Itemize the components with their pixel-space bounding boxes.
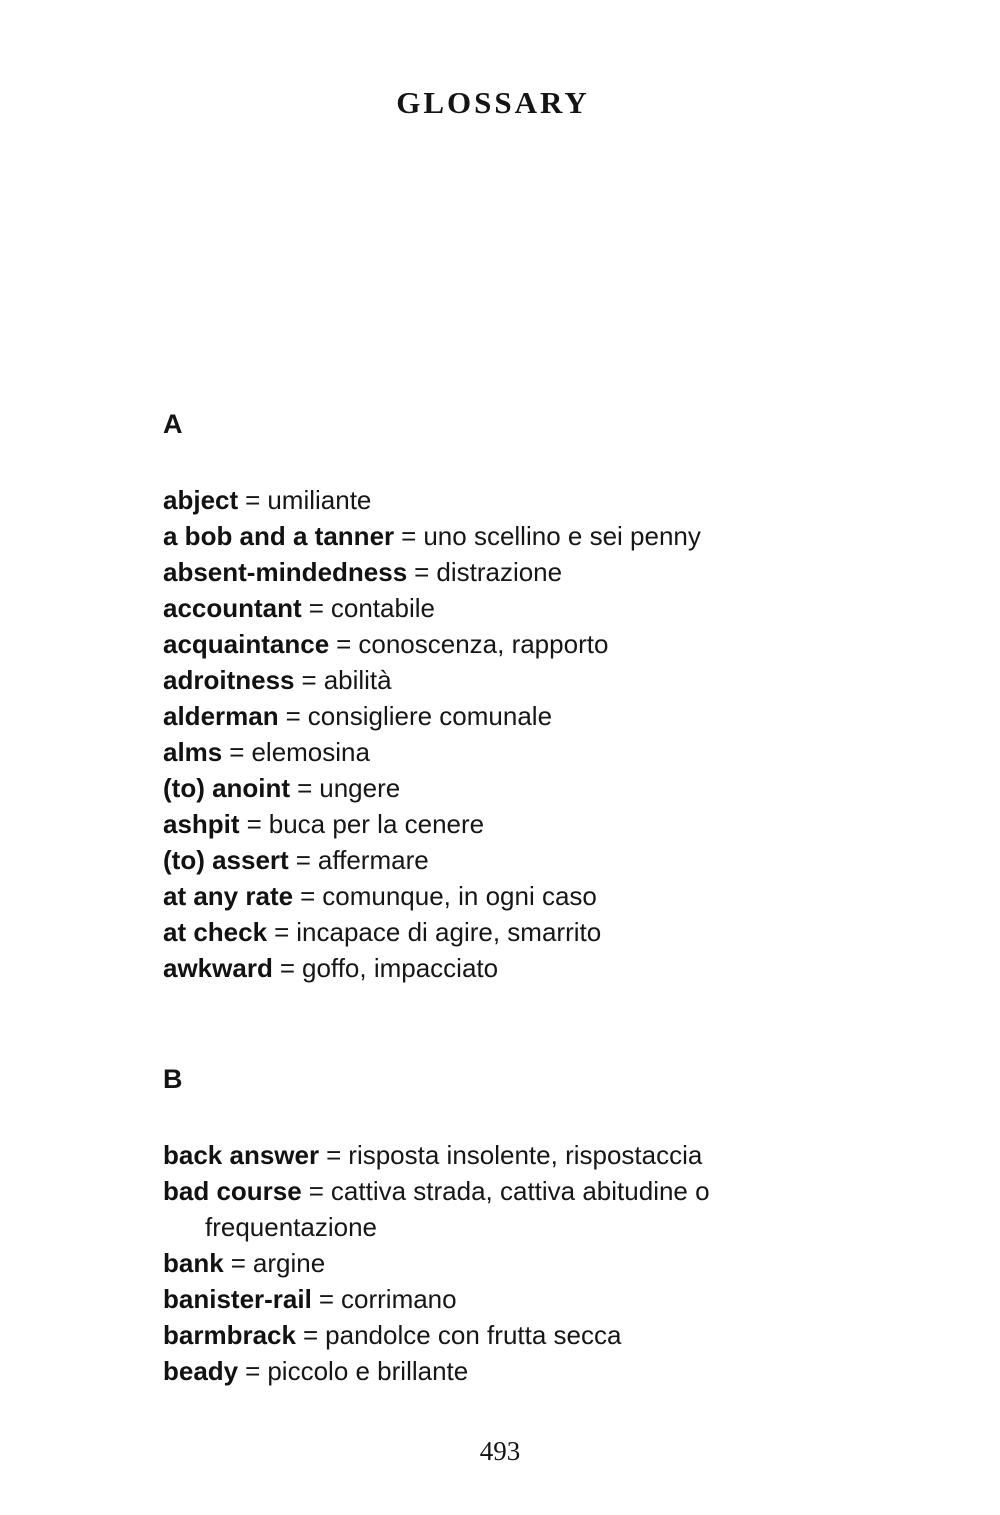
entry-term: accountant <box>163 593 302 623</box>
glossary-entry <box>163 950 823 986</box>
entry-definition: umiliante <box>267 485 372 515</box>
entry-definition: distrazione <box>436 557 563 587</box>
equals-separator: = <box>274 917 290 947</box>
equals-separator: = <box>300 881 316 911</box>
glossary-entry <box>163 662 823 698</box>
entry-definition: contabile <box>330 593 435 623</box>
page-title: GLOSSARY <box>396 85 590 120</box>
entry-term: absent-mindedness <box>163 557 408 587</box>
entry-definition: piccolo e brillante <box>267 1356 469 1386</box>
equals-separator: = <box>308 593 324 623</box>
glossary-entry <box>163 698 823 734</box>
equals-separator: = <box>308 1176 324 1206</box>
glossary-entry <box>163 518 823 554</box>
entry-definition: corrimano <box>341 1284 457 1314</box>
entry-term: at any rate <box>163 881 294 911</box>
entry-definition: buca per la cenere <box>268 809 485 839</box>
entry-definition: comunque, in ogni caso <box>322 881 597 911</box>
entry-definition: risposta insolente, rispostaccia <box>348 1140 703 1170</box>
entry-term: adroitness <box>163 665 295 695</box>
equals-separator: = <box>302 1320 319 1350</box>
entry-term: ashpit <box>163 809 240 839</box>
entry-term: bank <box>163 1248 224 1278</box>
entry-term: back answer <box>163 1140 320 1170</box>
entry-list <box>163 482 823 986</box>
glossary-entry <box>163 806 823 842</box>
entry-definition: incapace di agire, smarrito <box>296 917 602 947</box>
equals-separator: = <box>336 629 352 659</box>
glossary-entry <box>163 914 823 950</box>
glossary-entry <box>163 734 823 770</box>
glossary-entry <box>163 878 823 914</box>
glossary-section <box>163 409 823 986</box>
glossary-entry <box>163 626 823 662</box>
equals-separator: = <box>401 521 417 551</box>
glossary-entry <box>163 770 823 806</box>
entry-definition: uno scellino e sei penny <box>423 521 701 551</box>
entry-definition: ungere <box>319 773 401 803</box>
entry-definition: consigliere comunale <box>307 701 553 731</box>
equals-separator: = <box>297 773 313 803</box>
equals-separator: = <box>230 1248 246 1278</box>
entry-term: banister-rail <box>163 1284 312 1314</box>
section-letter: A <box>163 409 183 439</box>
equals-separator: = <box>245 1356 261 1386</box>
entry-term: bad course <box>163 1176 302 1206</box>
entry-term: barmbrack <box>163 1320 296 1350</box>
page-number: 493 <box>479 1436 521 1466</box>
equals-separator: = <box>301 665 317 695</box>
entry-term: alms <box>163 737 223 767</box>
entry-term: a bob and a tanner <box>163 521 395 551</box>
glossary-entry <box>163 1353 823 1389</box>
equals-separator: = <box>318 1284 335 1314</box>
glossary-entry <box>163 482 823 518</box>
entry-definition: goffo, impacciato <box>302 953 499 983</box>
entry-definition: cattiva strada, cattiva abitudine o frequentazione <box>205 1176 710 1242</box>
section-letter: B <box>163 1064 183 1094</box>
glossary-entry <box>163 1281 823 1317</box>
glossary-entry <box>163 1317 823 1353</box>
glossary-entry <box>163 1137 823 1173</box>
equals-separator: = <box>246 809 262 839</box>
equals-separator: = <box>245 485 261 515</box>
glossary-entry <box>163 842 823 878</box>
glossary-sections <box>163 409 823 1389</box>
glossary-section <box>163 1064 823 1389</box>
entry-definition: pandolce con frutta secca <box>325 1320 622 1350</box>
equals-separator: = <box>285 701 301 731</box>
equals-separator: = <box>326 1140 342 1170</box>
entry-definition: conoscenza, rapporto <box>358 629 609 659</box>
equals-separator: = <box>414 557 430 587</box>
equals-separator: = <box>229 737 245 767</box>
entry-list <box>163 1137 823 1389</box>
entry-term: beady <box>163 1356 239 1386</box>
entry-definition: affermare <box>317 845 429 875</box>
entry-definition: elemosina <box>251 737 370 767</box>
entry-term: acquaintance <box>163 629 330 659</box>
entry-term: (to) assert <box>163 845 289 875</box>
entry-definition: argine <box>252 1248 326 1278</box>
entry-term: (to) anoint <box>163 773 291 803</box>
glossary-entry <box>163 554 823 590</box>
glossary-entry <box>163 1173 823 1245</box>
entry-term: alderman <box>163 701 279 731</box>
glossary-entry <box>163 590 823 626</box>
glossary-entry <box>163 1245 823 1281</box>
entry-definition: abilità <box>323 665 392 695</box>
entry-term: at check <box>163 917 268 947</box>
equals-separator: = <box>295 845 311 875</box>
entry-term: awkward <box>163 953 273 983</box>
entry-term: abject <box>163 485 239 515</box>
equals-separator: = <box>279 953 296 983</box>
